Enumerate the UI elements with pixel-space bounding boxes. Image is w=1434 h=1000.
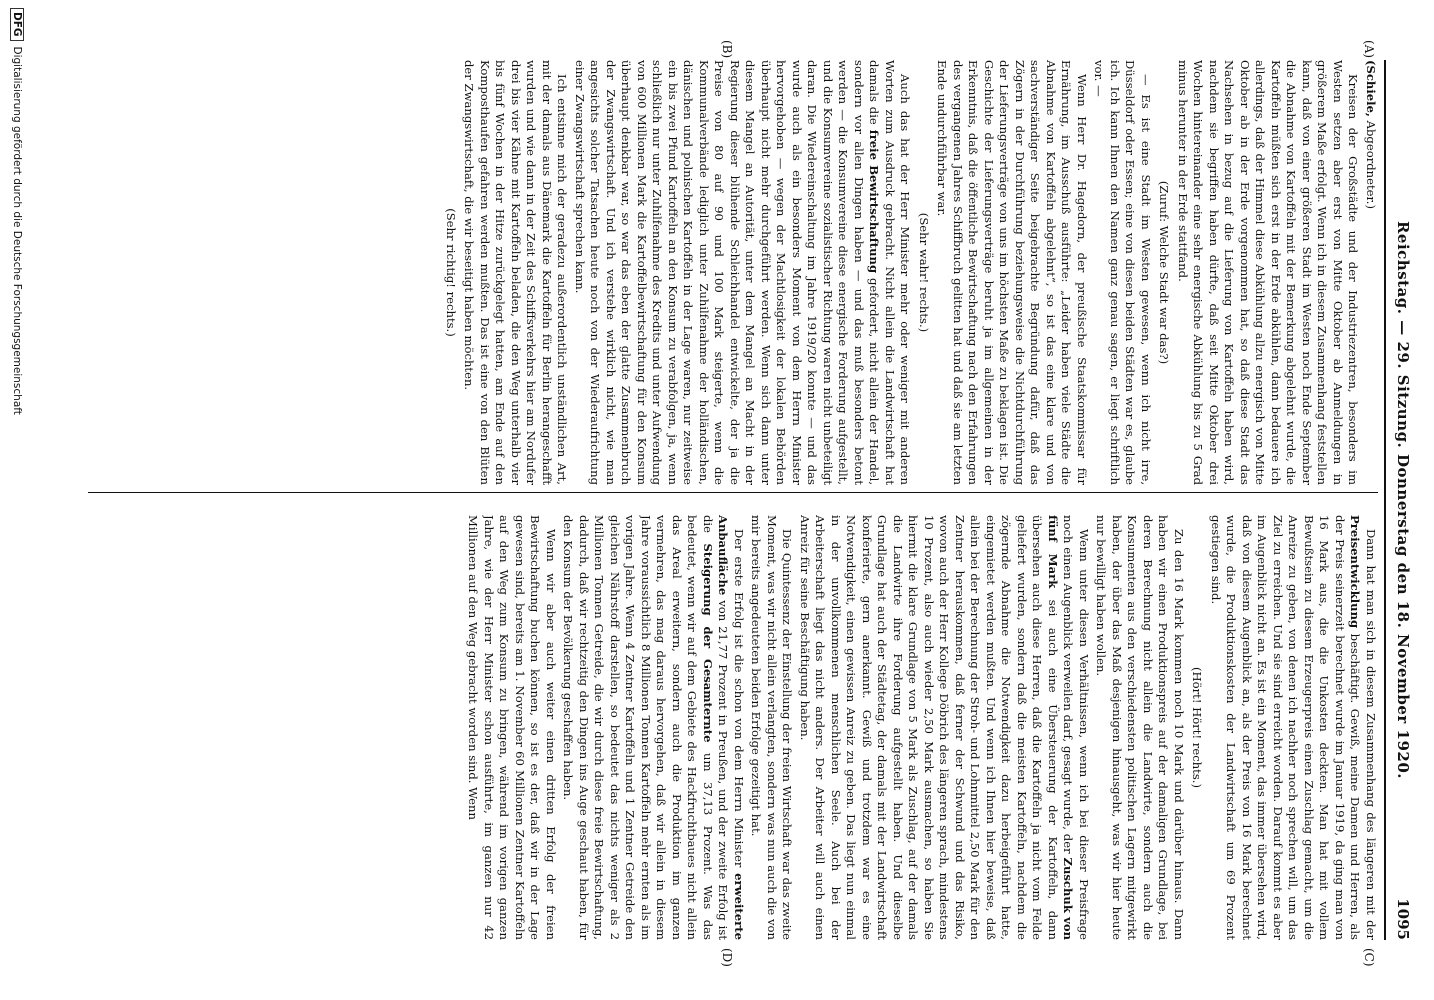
paragraph: — Es ist eine Stadt im Westen gewesen, wenn ich nicht irre, Düsseldorf oder Essen; eine von diesen beiden Städten war es, glaube ich. Ich kann Ihnen den Namen ganz genau sagen, er liegt schriftlich vor. — <box>1092 60 1153 485</box>
paragraph: Die Quintessenz der Einstellung der freien Wirtschaft war das zweite Moment, was wir nicht allein verlangten, sondern was nun auch die von mir bereits angedeuteten beiden Erfolge gezeitigt hat. <box>749 515 795 940</box>
paragraph: Kreisen der Großstädte und der Industriezentren, besonders im Westen setzen aber erst von Mitte Oktober ab Anmeldungen in größerem Maße erfolgt. Wenn ich in diesem Zusammenhang feststellen kann, daß von einer größeren Stadt im Westen noch Ende September die Abnahme von Kartoffeln mit der Bemerkung abgelehnt wurde, die Kartoffeln müßten sich erst in der Erde abkühlen, dann bedauere ich allerdings, daß der Himmel diese Abkühlung allzu energisch von Mitte Oktober ab in der Erde vorgenommen hat, so daß diese Stadt das Nachsehen in bezug auf die Lieferung von Kartoffeln haben wird, nachdem sie begriffen haben dürfte, daß seit Mitte Oktober drei Wochen hintereinander eine sehr energische Abkühlung bis zu 5 Grad minus herunter in der Erde stattfand. <box>1176 60 1361 485</box>
text-run: Der erste Erfolg ist die schon von dem Herrn Minister <box>732 529 746 874</box>
column-divider <box>88 492 1378 493</box>
emphasis: erweiterte Anbaufläche <box>716 515 746 940</box>
paragraph <box>1208 515 1379 940</box>
dfg-logo-icon: DFG <box>10 8 24 41</box>
paragraph: Ich entsinne mich der geradezu außerordentlich unständlichen Art, mit der damals aus Dänemark die Kartoffeln für Berlin herangeschafft wurden und wie dann in der Zeit des Schiffsverkehrs hier am Nordufer drei bis vier Kähne mit Kartoffeln beladen, die den Weg unterhalb vier bis fünf Wochen in der Hitze zurückgelegt hatten, am Ende auf den Komposthaufen gefahren werden mußten. Das ist eine von den Blüten der Zwangswirtschaft, die wir beseitigt haben möchten. <box>462 60 570 485</box>
text-run: Auch das hat der Herr Minister mehr oder weniger mit anderen Worten zum Ausdruck gebracht. Nicht allein die Landwirtschaft hat damals die <box>867 60 913 485</box>
funding-footer <box>10 0 24 1000</box>
interjection: (Zuruf: Welche Stadt war das?) <box>1157 180 1172 365</box>
margin-marker-c: (C) <box>1362 948 1376 967</box>
paragraph: Zu den 16 Mark kommen noch 10 Mark und darüber hinaus. Dann haben wir einen Produktionspreis auf der damaligen Grundlage, bei deren Berechnung nicht allein die Landwirte, sondern auch die Konsumenten aus den verschiedensten politischen Lagern mitgewirkt haben, der über das Maß desjenigen hinausgeht, was wir hier heute nur bewilligt haben wollen. <box>1094 515 1186 940</box>
right-column <box>88 515 1378 940</box>
page-header <box>1386 60 1412 940</box>
interjection: (Sehr richtig! rechts.) <box>444 208 458 337</box>
speaker-role: Abgeordneter.) <box>1364 120 1378 209</box>
page-number: 1095 <box>1394 898 1412 940</box>
text-run: von 21,77 Prozent in Preußen, und der zweite Erfolg ist die <box>701 515 731 940</box>
paragraph: Wenn wir aber auch weiter einen dritten Erfolg der freien Bewirtschaftung buchen können, so ist es der, daß wir in der Lage gewesen sind, bereits am 1. November 60 Millionen Zentner Kartoffeln auf den Weg zum Konsum zu bringen, während im vorigen ganzen Jahre, wie der Herr Minister schon ausführte, im ganzen nur 42 Millionen auf den Weg gebracht worden sind. Wenn <box>466 515 558 940</box>
interjection: (Sehr wahr! rechts.) <box>917 212 931 333</box>
emphasis: Steigerung der Gesamternte <box>701 543 715 743</box>
text-run: beschäftigt. Gewiß, meine Damen und Herren, als der Preis seinerzeit berechnet wurde im Januar 1919, da ging man von 16 Mark aus, die die Unkosten deckten. Man hat mit vollem Bewußtsein zu diesem Erzeugerpreis einen Zuschlag gemacht, um die Anreize zu geben, von denen ich nachher noch sprechen will, um das Ziel zu erreichen. Und sie sind erreicht worden. Darauf kommt es aber im Augenblick nicht an. Es ist ein Moment, das immer übersehen wird, daß von diesem Augenblick an, als der Preis von 16 Mark berechnet wurde, die Produktionskosten der Landwirtschaft um 69 Prozent gestiegen sind. <box>1209 515 1363 940</box>
text-run: um 37,13 Prozent. Was das bedeutet, wenn wir auf dem Gebiete des Hackfruchtbaues nicht allein das Areal erweitern, sondern auch die Produktion im ganzen vermehren, das mag daraus hervorgehen, daß wir allein in diesem Jahre voraussichtlich 8 Millionen Tonnen Kartoffeln mehr ernten als im vorigen Jahre. Wenn 4 Zentner Kartoffeln und 1 Zentner Getreide den gleichen Nährstoff darstellen, so bedeutet das nichts weniger als 2 Millionen Tonnen Getreide, die wir durch diese freie Bewirtschaftung, dadurch, daß wir rechtzeitig den Dingen ins Auge geschaut haben, für den Konsum der Bevölkerung geschaffen haben. <box>561 515 715 940</box>
paragraph <box>1363 60 1379 485</box>
text-run: gefordert, nicht allein der Handel, sondern vor allen Dingen haben — und das muß besonders betont werden — die Konsumvereine diese energische Forderung aufgestellt, und die Konsumvereine sozialistischer Richtung waren nicht unbeteiligt daran. Die Wiedereinschaltung im Jahre 1919/20 konnte — und das wurde auch als ein besonders Moment von dem Herrn Minister hervorgehoben — wegen der Machtlosigkeit der lokalen Behörden überhaupt nicht mehr durchgeführt werden. Wenn sich dann unter diesem Mangel an Autorität, unter dem Mangel an Macht in der Regierung dieser blühende Schleichhandel entwickelte, der ja die Preise von 80 auf 90 und 100 Mark steigerte, wenn die Kommunalverbände lediglich unter Zuhilfenahme der holländischen, dänischen und polnischen Kartoffeln in der Lage waren, nur zeitweise ein bis zwei Pfund Kartoffeln an den Konsum zu verabfolgen, ja, wenn schließlich nur unter Zuhilfenahme des Kredits und unter Aufwendung von 600 Millionen Mark die Kartoffelbewirtschaftung für den Konsum überhaupt denkbar war, so war das eben der glatte Zusammenbruch der Zwangswirtschaft. Und ich verstehe wirklich nicht, wie man angesichts solcher Tatsachen heute noch von der Wiederaufrichtung einer Zwangswirtschaft sprechen kann. <box>573 60 882 485</box>
emphasis: Preisentwicklung <box>1348 515 1363 629</box>
text-run: sei auch eine Übersteuerung der Kartoffeln, dann übersehen auch diese Herren, daß die Kartoffeln ja nicht vom Felde geliefert wurden, sondern daß die meisten Kartoffeln, nachdem die zögernde Abnahme die Notwendigkeit dazu herbeigeführt hatte, eingemietet werden mußten. Und wenn ich Ihnen hier beweise, daß allein bei der Berechnung der Stroh- und Lohnmittel 2,50 Mark für den Zentner herauskommen, daß ferner der Schwund und das Risiko, wovon auch der Herr Kollege Döbrich des längeren sprach, mindestens 10 Prozent, also auch wieder 2,50 Mark ausmachen, so haben Sie hiermit die klare Grundlage von 5 Mark als Zuschlag, auf der damals die Landwirte ihre Forderung aufgestellt haben. Und dieselbe Grundlage hat auch der Städtetag, der damals mit der Landwirtschaft konferierte, gern anerkannt. Gewiß und trotzdem war es eine Notwendigkeit, einen gewissen Anreiz zu geben. Das liegt nun einmal in der unvollkommenen menschlichen Seele. Auch bei der Arbeiterschaft liegt das nicht anders. Der Arbeiter will auch einen Anreiz für seine Beschäftigung haben. <box>798 515 1060 940</box>
interjection: (Hört! Hört! rechts.) <box>1190 667 1205 788</box>
footer-text: Digitalisierung gefördert durch die Deutsche Forschungsgemeinschaft <box>11 46 23 415</box>
paragraph: Wenn Herr Dr. Hagedorn, der preußische Staatskommissar für Ernährung, im Ausschuß ausführte: „Leider haben viele Städte die Abnahme von Kartoffeln abgelehnt“, so ist das eine klare und von sachverständiger Seite beigebrachte Begründung dafür, daß das Zögern in der Durchführung beziehungsweise die Nichtdurchführung der Lieferungsverträge von uns im höchsten Maße zu beklagen ist. Die Geschichte der Lieferungsverträge beruht ja im allgemeinen in der Erkenntnis, daß die öffentliche Bewirtschaftung nach den Erfahrungen des vergangenen Jahres Schiffbruch gelitten hat und daß sie am letzten Ende undurchführbar war. <box>935 60 1089 485</box>
margin-marker-a: (A) <box>1362 40 1376 59</box>
page-title: Reichstag. — 29. Sitzung. Donnerstag den 18. November 1920. <box>1394 220 1412 780</box>
text-run: Dann hat man sich in diesem Zusammenhang des längeren mit der <box>1364 529 1378 940</box>
header-rule <box>1384 60 1386 940</box>
left-column <box>88 60 1378 485</box>
text-run: Wenn unter diesen Verhältnissen, wenn ich bei dieser Preisfrage noch einen Augenblick verweilen darf, gesagt wurde, der <box>1061 515 1091 940</box>
emphasis: Zuschuk von fünf Mark <box>1046 515 1076 940</box>
speaker-name: (Schiele, <box>1364 60 1378 117</box>
margin-marker-b: (B) <box>720 40 734 59</box>
paragraph <box>572 60 913 485</box>
paragraph <box>797 515 1092 940</box>
margin-marker-d: (D) <box>720 948 734 967</box>
paragraph <box>560 515 746 940</box>
emphasis: freie Bewirtschaftung <box>867 129 882 274</box>
